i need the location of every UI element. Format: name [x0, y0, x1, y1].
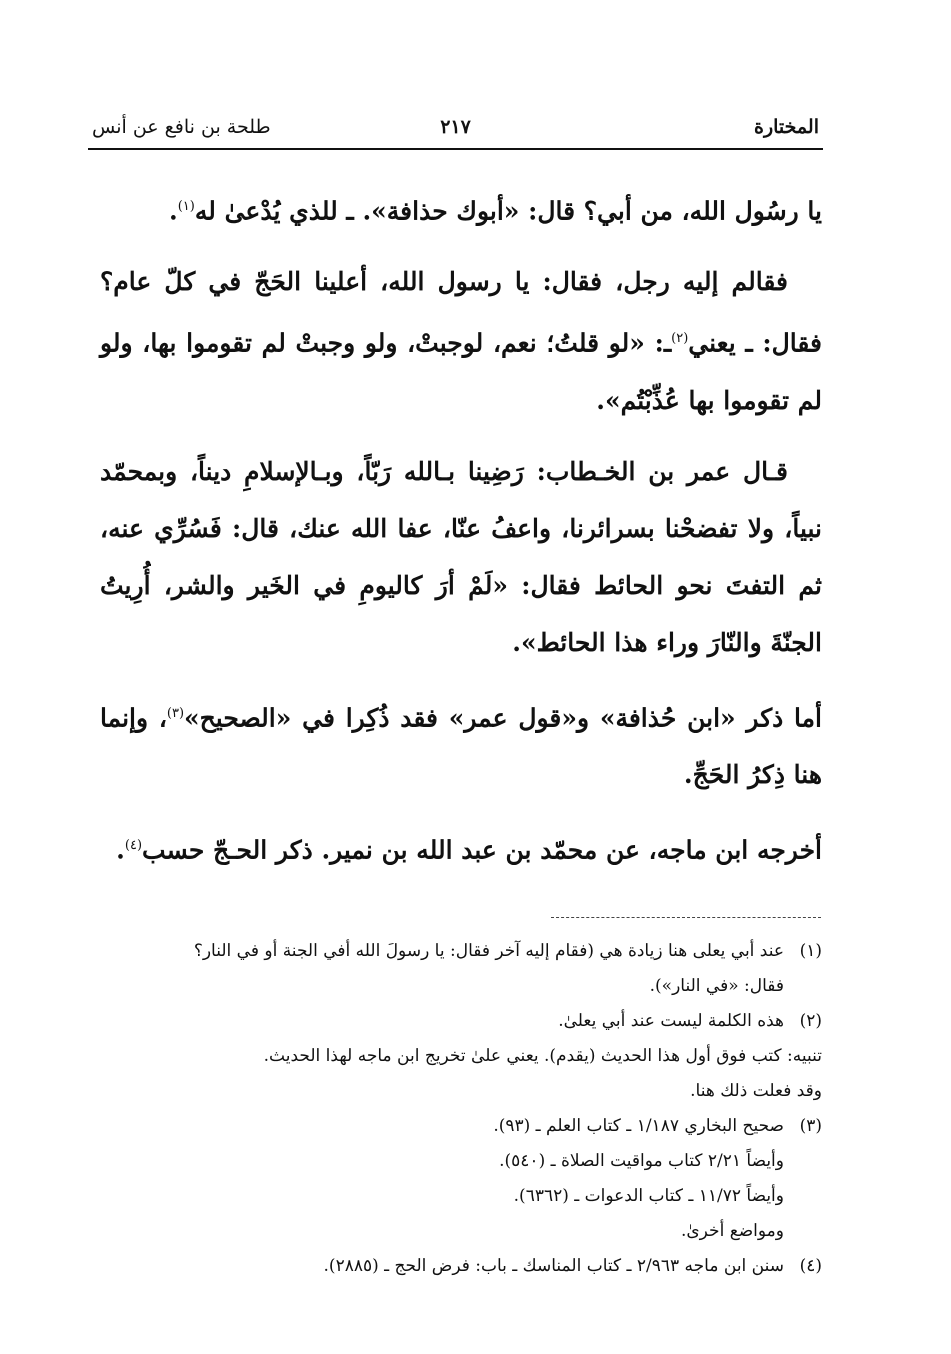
- footnote-4-number: (٤): [799, 1256, 822, 1276]
- paragraph-4-text-a: أما ذكر «ابن حُذافة» و«قول عمر» فقد ذُكِرا في «الصحيح»: [184, 702, 822, 732]
- footnote-3-line-4: ومواضع أخرىٰ.: [680, 1221, 784, 1241]
- page-header: [88, 110, 823, 150]
- footnote-3-line-3: وأيضاً ١١/٧٢ ـ كتاب الدعوات ـ (٦٣٦٢).: [513, 1186, 784, 1206]
- footnote-ref-4: (٤): [124, 837, 143, 853]
- footnote-ref-1: (١): [177, 199, 195, 214]
- footnote-ref-2: (٢): [671, 331, 689, 347]
- footnote-1: [100, 934, 822, 1004]
- footnote-3-line-2: وأيضاً ٢/٢١ كتاب مواقيت الصلاة ـ (٥٤٠).: [499, 1151, 784, 1171]
- footnote-4-body: [100, 1249, 784, 1284]
- footnote-2-body: [100, 1004, 784, 1039]
- footnote-2-line-1: هذه الكلمة ليست عند أبي يعلىٰ.: [558, 1011, 784, 1031]
- footnote-1-number: (١): [799, 941, 822, 961]
- paragraph-2-text-b: ـ: «لو قلتُ؛ نعم، لوجبتْ، ولو وجبتْ لم تقوموا بها، ولو لم تقوموا بها عُذِّبْتُم».: [100, 328, 822, 415]
- main-text: [100, 178, 822, 892]
- footnote-2-number: (٢): [799, 1011, 822, 1031]
- footnote-2: [100, 1004, 822, 1039]
- footnote-3: [100, 1109, 822, 1249]
- paragraph-5-text: أخرجه ابن ماجه، عن محمّد بن عبد الله بن نمير. ذكر الحـجّ حسب: [142, 835, 822, 865]
- page-number: ٢١٧: [440, 116, 471, 138]
- footnote-1-line-1: عند أبي يعلى هنا زيادة هي (فقام إليه آخر فقال: يا رسولَ الله أفي الجنة أو في النار؟: [193, 941, 784, 961]
- chapter-title: طلحة بن نافع عن أنس: [92, 116, 271, 138]
- footnote-ref-3: (٣): [166, 705, 185, 721]
- footnote-1-body: [100, 934, 784, 1004]
- editor-note-line-1: تنبيه: كتب فوق أول هذا الحديث (يقدم). يعني علىٰ تخريج ابن ماجه لهذا الحديث.: [263, 1046, 822, 1066]
- footnotes: [100, 934, 822, 1284]
- footnote-3-body: [100, 1109, 784, 1249]
- paragraph-1-end: .: [169, 196, 178, 226]
- paragraph-3-text: قـال عمر بن الخـطاب: رَضِينا بـالله رَبّاً، وبـالإسلامِ ديناً، وبمحمّد نبياً، ولا تفضحْنا بسرائرنا، واعفُ عنّا، عفا الله عنك، قال: فَسُرِّي عنه، ثم التفتَ نحو الحائط فقال: «لَمْ أرَ كاليومِ في الخَير والشر، أُرِيتُ الجنّةَ والنّارَ وراء هذا الحائط».: [100, 456, 822, 657]
- paragraph-2: [100, 253, 822, 428]
- paragraph-4: [100, 685, 822, 803]
- book-title: المختارة: [754, 116, 819, 138]
- footnote-1-line-2: فقال: «في النار»).: [649, 976, 784, 996]
- editor-note-line-2: وقد فعلت ذلك هنا.: [690, 1081, 822, 1101]
- footnote-4-line-1: سنن ابن ماجه ٢/٩٦٣ ـ كتاب المناسك ـ باب: فرض الحج ـ (٢٨٨٥).: [323, 1256, 784, 1276]
- paragraph-5-end: .: [116, 835, 125, 865]
- footnote-3-number: (٣): [799, 1116, 822, 1136]
- paragraph-2-text-a: فقالم إليه رجل، فقال: يا رسول الله، أعلينا الحَجّ في كلّ عام؟ فقال: ـ يعني: [100, 267, 822, 358]
- paragraph-3: [100, 443, 822, 671]
- paragraph-5: [100, 817, 822, 878]
- footnote-3-line-1: صحيح البخاري ١/١٨٧ ـ كتاب العلم ـ (٩٣).: [493, 1116, 784, 1136]
- paragraph-1: [100, 178, 822, 239]
- footnote-4: [100, 1249, 822, 1284]
- paragraph-1-text: يا رسُول الله، من أبي؟ قال: «أبوك حذافة». ـ للذي يُدْعىٰ له: [194, 196, 822, 226]
- footnote-divider: [551, 917, 821, 918]
- paragraph-4-text-b: ، وإنما هنا ذِكرُ الحَجِّ.: [100, 702, 822, 789]
